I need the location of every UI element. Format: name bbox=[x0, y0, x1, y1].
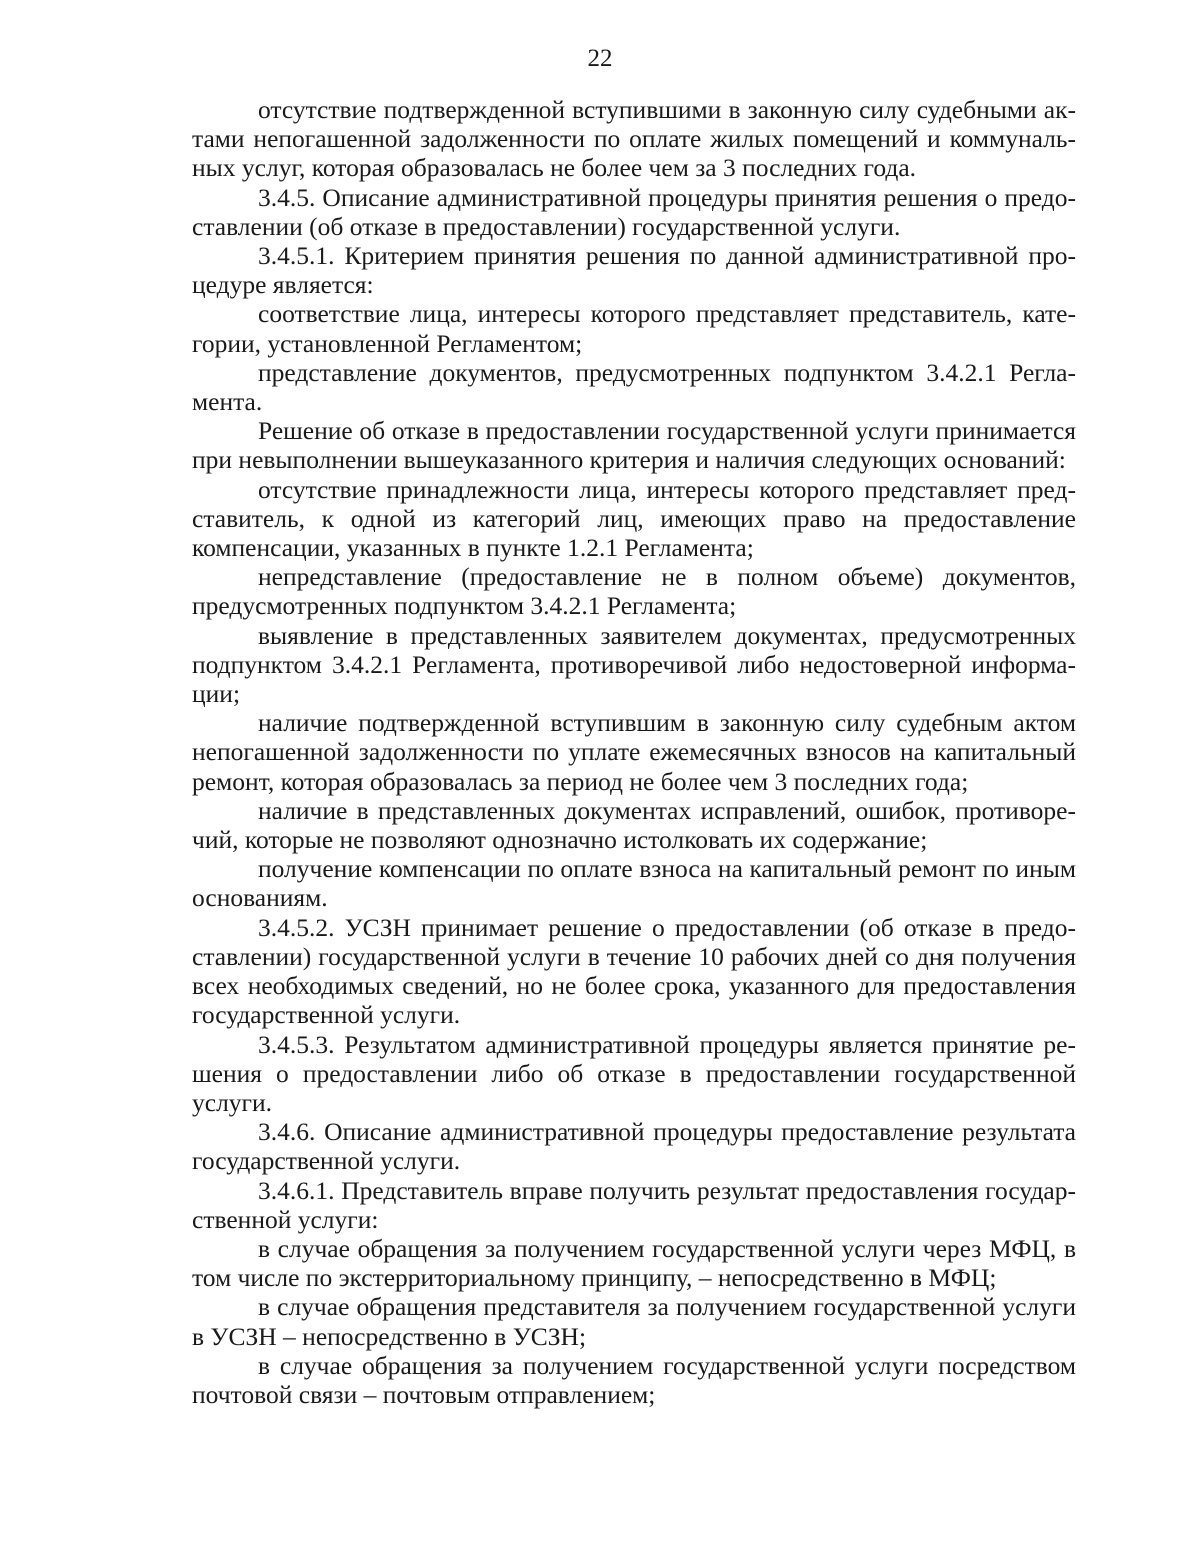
paragraph: 3.4.5.3. Результатом административной процедуры является принятие решения о предоставлении либо об отказе в предоставлении государственной услуги. bbox=[192, 1029, 1076, 1117]
paragraph: наличие в представленных документах исправлений, ошибок, противоречий, которые не позволяют однозначно истолковать их содержание; bbox=[192, 795, 1076, 855]
document-body bbox=[192, 95, 1076, 1409]
paragraph: получение компенсации по оплате взноса на капитальный ремонт по иным основаниям. bbox=[192, 854, 1076, 913]
paragraph: наличие подтвержденной вступившим в законную силу судебным актом непогашенной задолженности по уплате ежемесячных взносов на капитальный ремонт, которая образовалась за период не более чем 3 последних года; bbox=[192, 708, 1076, 796]
paragraph: соответствие лица, интересы которого представляет представитель, категории, установленной Регламентом; bbox=[192, 299, 1076, 358]
page-number: 22 bbox=[587, 45, 613, 72]
paragraph: в случае обращения представителя за получением государственной услуги в УСЗН – непосредственно в УСЗН; bbox=[192, 1292, 1076, 1351]
paragraph: отсутствие подтвержденной вступившими в законную силу судебными актами непогашенной задолженности по оплате жилых помещений и коммунальных услуг, которая образовалась не более чем за 3 последних года. bbox=[192, 95, 1076, 183]
paragraph: отсутствие принадлежности лица, интересы которого представляет представитель, к одной из категорий лиц, имеющих право на предоставление компенсации, указанных в пункте 1.2.1 Регламента; bbox=[192, 474, 1076, 563]
paragraph: Решение об отказе в предоставлении государственной услуги принимается при невыполнении вышеуказанного критерия и наличия следующих оснований: bbox=[192, 416, 1076, 475]
paragraph: 3.4.5. Описание административной процедуры принятия решения о предоставлении (об отказе в предоставлении) государственной услуги. bbox=[192, 182, 1076, 241]
paragraph: в случае обращения за получением государственной услуги посредством почтовой связи – почтовым отправлением; bbox=[192, 1350, 1076, 1409]
paragraph: непредставление (предоставление не в полном объеме) документов, предусмотренных подпунктом 3.4.2.1 Регламента; bbox=[192, 562, 1076, 621]
paragraph: 3.4.5.1. Критерием принятия решения по данной административной процедуре является: bbox=[192, 241, 1076, 300]
paragraph: представление документов, предусмотренных подпунктом 3.4.2.1 Регламента. bbox=[192, 357, 1076, 417]
paragraph: 3.4.5.2. УСЗН принимает решение о предоставлении (об отказе в предоставлении) государственной услуги в течение 10 рабочих дней со дня получения всех необходимых сведений, но не более срока, указанного для предоставления государственной услуги. bbox=[192, 912, 1076, 1030]
paragraph: 3.4.6. Описание административной процедуры предоставление результата государственной услуги. bbox=[192, 1117, 1076, 1176]
paragraph: в случае обращения за получением государственной услуги через МФЦ, в том числе по экстерриториальному принципу, – непосредственно в МФЦ; bbox=[192, 1233, 1076, 1293]
paragraph: 3.4.6.1. Представитель вправе получить результат предоставления государственной услуги: bbox=[192, 1175, 1076, 1234]
paragraph: выявление в представленных заявителем документах, предусмотренных подпунктом 3.4.2.1 Регламента, противоречивой либо недостоверной информации; bbox=[192, 620, 1076, 709]
